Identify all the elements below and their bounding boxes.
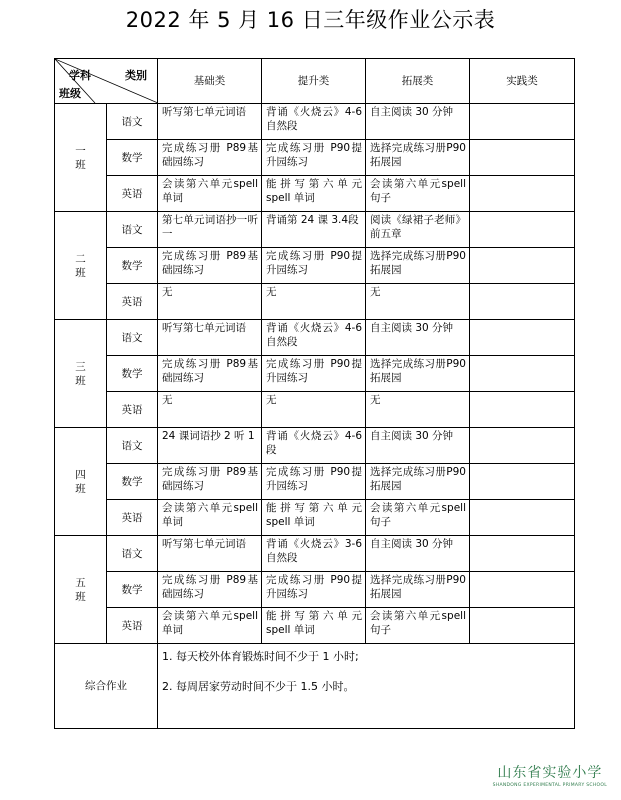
homework-cell-improve: 完成练习册 P90提升园练习: [262, 140, 366, 176]
homework-cell-expand: 会读第六单元spell 句子: [366, 608, 470, 644]
subject-cell: 语文: [107, 104, 158, 140]
table-row: [55, 212, 575, 248]
homework-cell-improve: 完成练习册 P90提升园练习: [262, 464, 366, 500]
homework-cell-basic: 第七单元词语抄一听一: [158, 212, 262, 248]
diagonal-header-cell: [55, 59, 158, 104]
table-row: [55, 572, 575, 608]
homework-cell-practice: [470, 248, 575, 284]
summary-content: [158, 644, 575, 729]
homework-cell-expand: 选择完成练习册P90 拓展园: [366, 356, 470, 392]
homework-cell-basic: 会读第六单元spell 单词: [158, 500, 262, 536]
school-logo: [493, 762, 607, 788]
table-row: [55, 464, 575, 500]
subject-cell: 数学: [107, 140, 158, 176]
column-header-basic: 基础类: [158, 59, 262, 104]
subject-cell: 数学: [107, 464, 158, 500]
homework-cell-expand: 选择完成练习册P90 拓展园: [366, 464, 470, 500]
homework-cell-expand: 选择完成练习册P90 拓展园: [366, 572, 470, 608]
subject-cell: 语文: [107, 320, 158, 356]
diag-class-label: 班级: [59, 87, 81, 100]
summary-label: 综合作业: [55, 644, 158, 729]
homework-cell-basic: 会读第六单元spell 单词: [158, 176, 262, 212]
homework-cell-expand: 自主阅读 30 分钟: [366, 536, 470, 572]
subject-cell: 英语: [107, 176, 158, 212]
diag-subject-label: 学科: [69, 69, 91, 82]
diag-category-label: 类别: [125, 69, 147, 82]
homework-cell-basic: 完成练习册 P89基础园练习: [158, 464, 262, 500]
homework-cell-basic: 完成练习册 P89基础园练习: [158, 572, 262, 608]
homework-cell-practice: [470, 212, 575, 248]
homework-cell-improve: 完成练习册 P90提升园练习: [262, 572, 366, 608]
homework-cell-practice: [470, 104, 575, 140]
homework-cell-expand: 自主阅读 30 分钟: [366, 320, 470, 356]
page-title: 2022 年 5 月 16 日三年级作业公示表: [125, 8, 496, 32]
homework-cell-improve: 无: [262, 284, 366, 320]
summary-item: 1. 每天校外体育锻炼时间不少于 1 小时;: [162, 650, 359, 663]
header-row: [55, 59, 575, 104]
homework-cell-expand: 选择完成练习册P90 拓展园: [366, 248, 470, 284]
subject-cell: 英语: [107, 284, 158, 320]
homework-cell-improve: 完成练习册 P90提升园练习: [262, 356, 366, 392]
homework-cell-basic: 无: [158, 284, 262, 320]
homework-cell-practice: [470, 320, 575, 356]
homework-cell-practice: [470, 500, 575, 536]
table-row: [55, 248, 575, 284]
table-row: [55, 608, 575, 644]
column-header-improve: 提升类: [262, 59, 366, 104]
summary-item: 2. 每周居家劳动时间不少于 1.5 小时。: [162, 680, 355, 693]
homework-cell-practice: [470, 464, 575, 500]
table-row: [55, 428, 575, 464]
summary-row: [55, 644, 575, 729]
homework-cell-practice: [470, 284, 575, 320]
homework-cell-improve: 背诵《火烧云》4-6自然段: [262, 104, 366, 140]
subject-cell: 语文: [107, 212, 158, 248]
subject-cell: 语文: [107, 428, 158, 464]
logo-cn-text: 山东省实验小学: [497, 765, 603, 781]
homework-cell-basic: 听写第七单元词语: [158, 104, 262, 140]
homework-cell-basic: 听写第七单元词语: [158, 536, 262, 572]
homework-cell-improve: 能拼写第六单元spell 单词: [262, 608, 366, 644]
homework-cell-expand: 无: [366, 392, 470, 428]
homework-cell-expand: 会读第六单元spell 句子: [366, 176, 470, 212]
homework-table: [54, 58, 575, 729]
table-row: [55, 320, 575, 356]
homework-cell-improve: 完成练习册 P90提升园练习: [262, 248, 366, 284]
homework-cell-basic: 24 课词语抄 2 听 1: [158, 428, 262, 464]
class-name-cell: 四 班: [55, 428, 107, 536]
homework-cell-basic: 会读第六单元spell 单词: [158, 608, 262, 644]
homework-cell-expand: 阅读《绿裙子老师》前五章: [366, 212, 470, 248]
table-row: [55, 500, 575, 536]
homework-cell-practice: [470, 176, 575, 212]
homework-cell-improve: 能拼写第六单元spell 单词: [262, 500, 366, 536]
logo-en-text: SHANDONG EXPERIMENTAL PRIMARY SCHOOL: [492, 783, 607, 788]
subject-cell: 语文: [107, 536, 158, 572]
table-row: [55, 356, 575, 392]
homework-cell-improve: 背诵《火烧云》4-6自然段: [262, 320, 366, 356]
homework-cell-basic: 完成练习册 P89基础园练习: [158, 140, 262, 176]
homework-cell-expand: 选择完成练习册P90 拓展园: [366, 140, 470, 176]
homework-cell-improve: 背诵《火烧云》3-6自然段: [262, 536, 366, 572]
column-header-expand: 拓展类: [366, 59, 470, 104]
class-name-cell: 二 班: [55, 212, 107, 320]
homework-cell-expand: 无: [366, 284, 470, 320]
table-row: [55, 536, 575, 572]
homework-cell-improve: 背诵第 24 课 3.4段: [262, 212, 366, 248]
column-header-practice: 实践类: [470, 59, 575, 104]
homework-cell-improve: 背诵《火烧云》4-6段: [262, 428, 366, 464]
table-row: [55, 176, 575, 212]
homework-cell-practice: [470, 356, 575, 392]
subject-cell: 数学: [107, 572, 158, 608]
homework-cell-improve: 能拼写第六单元spell 单词: [262, 176, 366, 212]
homework-cell-basic: 听写第七单元词语: [158, 320, 262, 356]
table-body: [55, 104, 575, 729]
class-name-cell: 三 班: [55, 320, 107, 428]
subject-cell: 数学: [107, 356, 158, 392]
table-row: [55, 140, 575, 176]
homework-cell-expand: 自主阅读 30 分钟: [366, 428, 470, 464]
table-row: [55, 392, 575, 428]
homework-cell-basic: 完成练习册 P89基础园练习: [158, 248, 262, 284]
subject-cell: 英语: [107, 608, 158, 644]
class-name-cell: 一 班: [55, 104, 107, 212]
homework-cell-practice: [470, 536, 575, 572]
homework-cell-practice: [470, 428, 575, 464]
class-name-cell: 五 班: [55, 536, 107, 644]
homework-cell-practice: [470, 608, 575, 644]
homework-cell-expand: 自主阅读 30 分钟: [366, 104, 470, 140]
homework-cell-expand: 会读第六单元spell 句子: [366, 500, 470, 536]
subject-cell: 数学: [107, 248, 158, 284]
homework-cell-practice: [470, 572, 575, 608]
homework-cell-improve: 无: [262, 392, 366, 428]
table-row: [55, 284, 575, 320]
homework-cell-practice: [470, 140, 575, 176]
homework-cell-practice: [470, 392, 575, 428]
table-row: [55, 104, 575, 140]
subject-cell: 英语: [107, 500, 158, 536]
homework-cell-basic: 完成练习册 P89基础园练习: [158, 356, 262, 392]
homework-cell-basic: 无: [158, 392, 262, 428]
subject-cell: 英语: [107, 392, 158, 428]
